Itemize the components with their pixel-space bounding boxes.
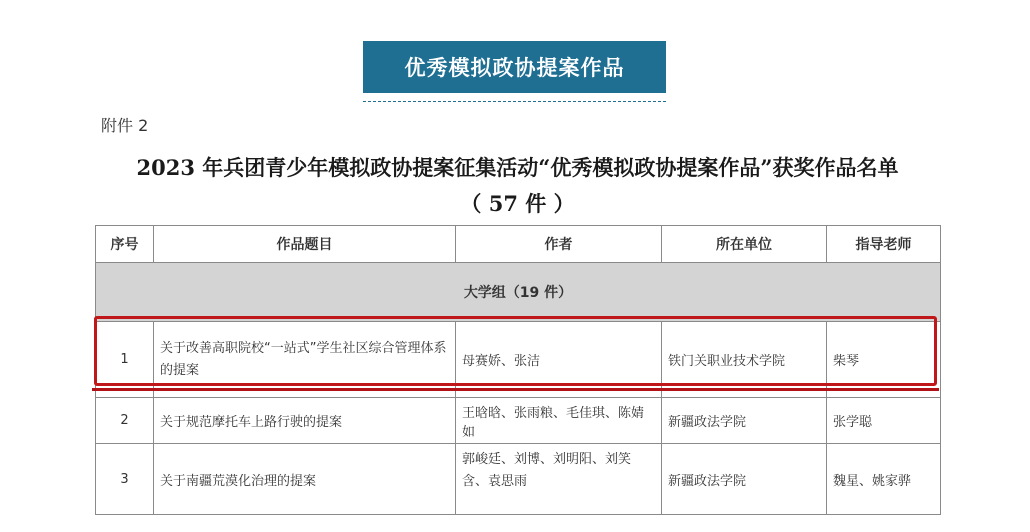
cell-teacher: 柴琴 <box>827 322 941 398</box>
group-label: 大学组（19 件） <box>96 263 941 322</box>
header-number: 序号 <box>96 226 154 263</box>
cell-unit: 铁门关职业技术学院 <box>662 322 827 398</box>
document-title: 2023 年兵团青少年模拟政协提案征集活动“优秀模拟政协提案作品”获奖作品名单 <box>136 155 899 180</box>
banner-divider <box>363 101 666 102</box>
header-unit: 所在单位 <box>662 226 827 263</box>
cell-authors-text: 郭峻廷、刘博、刘明阳、刘笑含、袁思雨 <box>462 452 632 489</box>
cell-title: 关于规范摩托车上路行驶的提案 <box>154 398 456 444</box>
cell-authors: 母赛娇、张洁 <box>456 322 662 398</box>
banner-title: 优秀模拟政协提案作品 <box>404 56 625 80</box>
cell-authors: 王晗晗、张雨粮、毛佳琪、陈婧如 <box>456 398 662 444</box>
attachment-label: 附件 2 <box>101 116 149 135</box>
cell-authors <box>456 444 662 515</box>
cell-unit: 新疆政法学院 <box>662 444 827 515</box>
document-count: （ 57 件 ） <box>460 191 575 216</box>
group-row <box>96 263 941 322</box>
cell-number: 1 <box>96 322 154 398</box>
cell-number: 2 <box>96 398 154 444</box>
table-header-row <box>96 226 941 263</box>
cell-title: 关于南疆荒漠化治理的提案 <box>154 444 456 515</box>
section-banner <box>363 41 666 93</box>
header-title: 作品题目 <box>154 226 456 263</box>
cell-title: 关于改善高职院校“一站式”学生社区综合管理体系的提案 <box>154 322 456 398</box>
header-teacher: 指导老师 <box>827 226 941 263</box>
table-row <box>96 444 941 515</box>
table-row <box>96 398 941 444</box>
cell-teacher: 张学聪 <box>827 398 941 444</box>
cell-teacher: 魏星、姚家骅 <box>827 444 941 515</box>
award-list-table <box>95 225 941 515</box>
highlight-underline <box>92 388 939 391</box>
header-authors: 作者 <box>456 226 662 263</box>
table-row <box>96 322 941 398</box>
cell-unit: 新疆政法学院 <box>662 398 827 444</box>
cell-number: 3 <box>96 444 154 515</box>
